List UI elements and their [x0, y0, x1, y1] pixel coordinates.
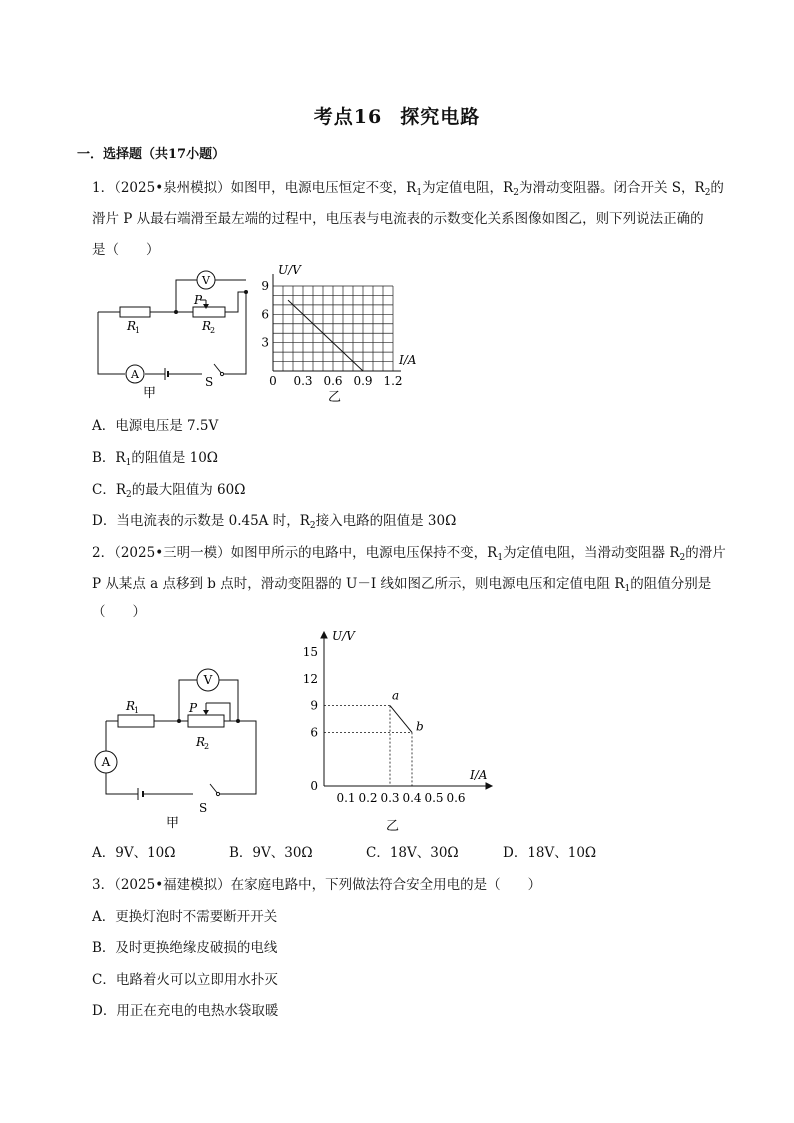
- q2-x-tick-label: 0.3: [380, 791, 400, 805]
- q2-option-d[interactable]: D．18V、10Ω: [503, 845, 597, 861]
- q1-x-tick-label: 1.2: [383, 374, 403, 388]
- svg-text:1: 1: [135, 326, 141, 335]
- q2-y-tick-label: 9: [310, 698, 318, 713]
- svg-text:A: A: [101, 755, 111, 769]
- q2-line3: （ ）: [92, 604, 146, 620]
- q2-x-tick-label: 0.6: [446, 791, 466, 805]
- q1-circuit-diagram: [90, 262, 260, 402]
- q3-option-d[interactable]: D．用正在充电的电热水袋取暖: [92, 1003, 279, 1019]
- q1-option-c[interactable]: C．$R_2$的最大阻值为 60Ω: [92, 482, 246, 500]
- q2-y-tick-label: 6: [310, 725, 318, 740]
- q2-option-b[interactable]: B．9V、30Ω: [229, 845, 313, 861]
- svg-text:R: R: [196, 735, 206, 749]
- q1-x-tick-label: 0.9: [353, 374, 373, 388]
- q1-x-axis-label: I/A: [399, 353, 417, 367]
- q1-graph-caption: 乙: [328, 390, 342, 405]
- q1-y-tick-label: 3: [261, 335, 269, 350]
- q1-ui-graph: [258, 258, 418, 408]
- q3-option-c[interactable]: C．电路着火可以立即用水扑灭: [92, 972, 278, 988]
- q2-y-tick-label: 15: [302, 645, 318, 659]
- q1-r2-resistor: [193, 307, 225, 317]
- svg-text:2: 2: [210, 326, 216, 335]
- q2-x-tick-label: 0.4: [402, 791, 422, 805]
- q1-y-tick-label: 9: [261, 279, 269, 293]
- q1-option-b[interactable]: B．$R_1$的阻值是 10Ω: [92, 450, 218, 468]
- q2-y-tick-label: 12: [302, 671, 318, 686]
- q2-ui-graph: [300, 624, 500, 834]
- q1-x-tick-label: 0.6: [323, 374, 343, 388]
- q2-line2: P 从某点 a 点移到 b 点时，滑动变阻器的 U－I 线如图乙所示，则电源电压和定值电阻 $R_1$的阻值分别是: [92, 576, 712, 594]
- q2-options: [92, 841, 640, 861]
- q1-y-tick-label: 6: [261, 307, 269, 322]
- q1-line1: 1．（2025•泉州模拟）如图甲，电源电压恒定不变，$R_1$为定值电阻，$R_2$为滑动变阻器。闭合开关 S，$R_2$的: [92, 180, 724, 198]
- q2-graph-caption: 乙: [386, 819, 400, 834]
- q1-graph-line: [288, 300, 363, 371]
- svg-text:R: R: [126, 699, 136, 713]
- q1-line2: 滑片 P 从最右端滑至最左端的过程中，电压表与电流表的示数变化关系图像如图乙，则下列说法正确的: [92, 211, 704, 227]
- svg-text:P: P: [194, 293, 203, 307]
- q1-line3: 是（ ）: [92, 242, 160, 258]
- svg-text:S: S: [199, 801, 208, 815]
- svg-text:1: 1: [134, 706, 140, 715]
- q2-r1-resistor: [118, 715, 154, 727]
- q2-point-b-label: b: [416, 719, 424, 734]
- q2-x-tick-label: 0.5: [424, 791, 444, 805]
- svg-text:V: V: [203, 673, 213, 687]
- svg-text:甲: 甲: [166, 816, 180, 831]
- svg-text:R: R: [202, 319, 212, 333]
- q1-r1-resistor: [120, 307, 150, 317]
- svg-text:S: S: [205, 375, 214, 389]
- svg-text:V: V: [202, 274, 210, 287]
- q3-option-b[interactable]: B．及时更换绝缘皮破损的电线: [92, 940, 278, 956]
- q1-x-tick-label: 0.3: [293, 374, 313, 388]
- svg-text:2: 2: [204, 742, 210, 751]
- q2-y-axis-label: U/V: [332, 629, 355, 643]
- q2-option-c[interactable]: C．18V、30Ω: [366, 845, 459, 861]
- q2-x-axis-label: I/A: [470, 768, 488, 782]
- svg-text:R: R: [127, 319, 137, 333]
- q1-x-tick-label: 0: [269, 374, 277, 388]
- q1-option-d[interactable]: D．当电流表的示数是 0.45A 时，$R_2$接入电路的阻值是 30Ω: [92, 513, 457, 531]
- svg-text:甲: 甲: [143, 386, 157, 401]
- q2-graph-line: [390, 706, 412, 733]
- q2-x-tick-label: 0.1: [336, 791, 356, 805]
- q2-line1: 2．（2025•三明一模）如图甲所示的电路中，电源电压保持不变，$R_1$为定值电阻，当滑动变阻器 $R_2$的滑片: [92, 545, 726, 563]
- svg-text:A: A: [131, 368, 139, 381]
- q2-y-tick-label: 0: [310, 779, 318, 793]
- q2-option-a[interactable]: A．9V、10Ω: [92, 845, 176, 861]
- q1-option-a[interactable]: A．电源电压是 7.5V: [92, 418, 219, 434]
- svg-text:P: P: [189, 701, 198, 715]
- q2-point-a-label: a: [392, 688, 400, 703]
- q2-x-tick-label: 0.2: [358, 791, 378, 805]
- q2-circuit-diagram: [88, 660, 268, 835]
- q1-y-axis-label: U/V: [278, 263, 301, 277]
- q3-option-a[interactable]: A．更换灯泡时不需要断开开关: [92, 909, 278, 925]
- q2-r2-resistor: [188, 715, 224, 727]
- section-heading: 一．选择题（共17小题）: [77, 147, 226, 162]
- page-title: 考点16 探究电路: [313, 106, 481, 128]
- q3-line1: 3．（2025•福建模拟）在家庭电路中，下列做法符合安全用电的是（ ）: [92, 877, 542, 893]
